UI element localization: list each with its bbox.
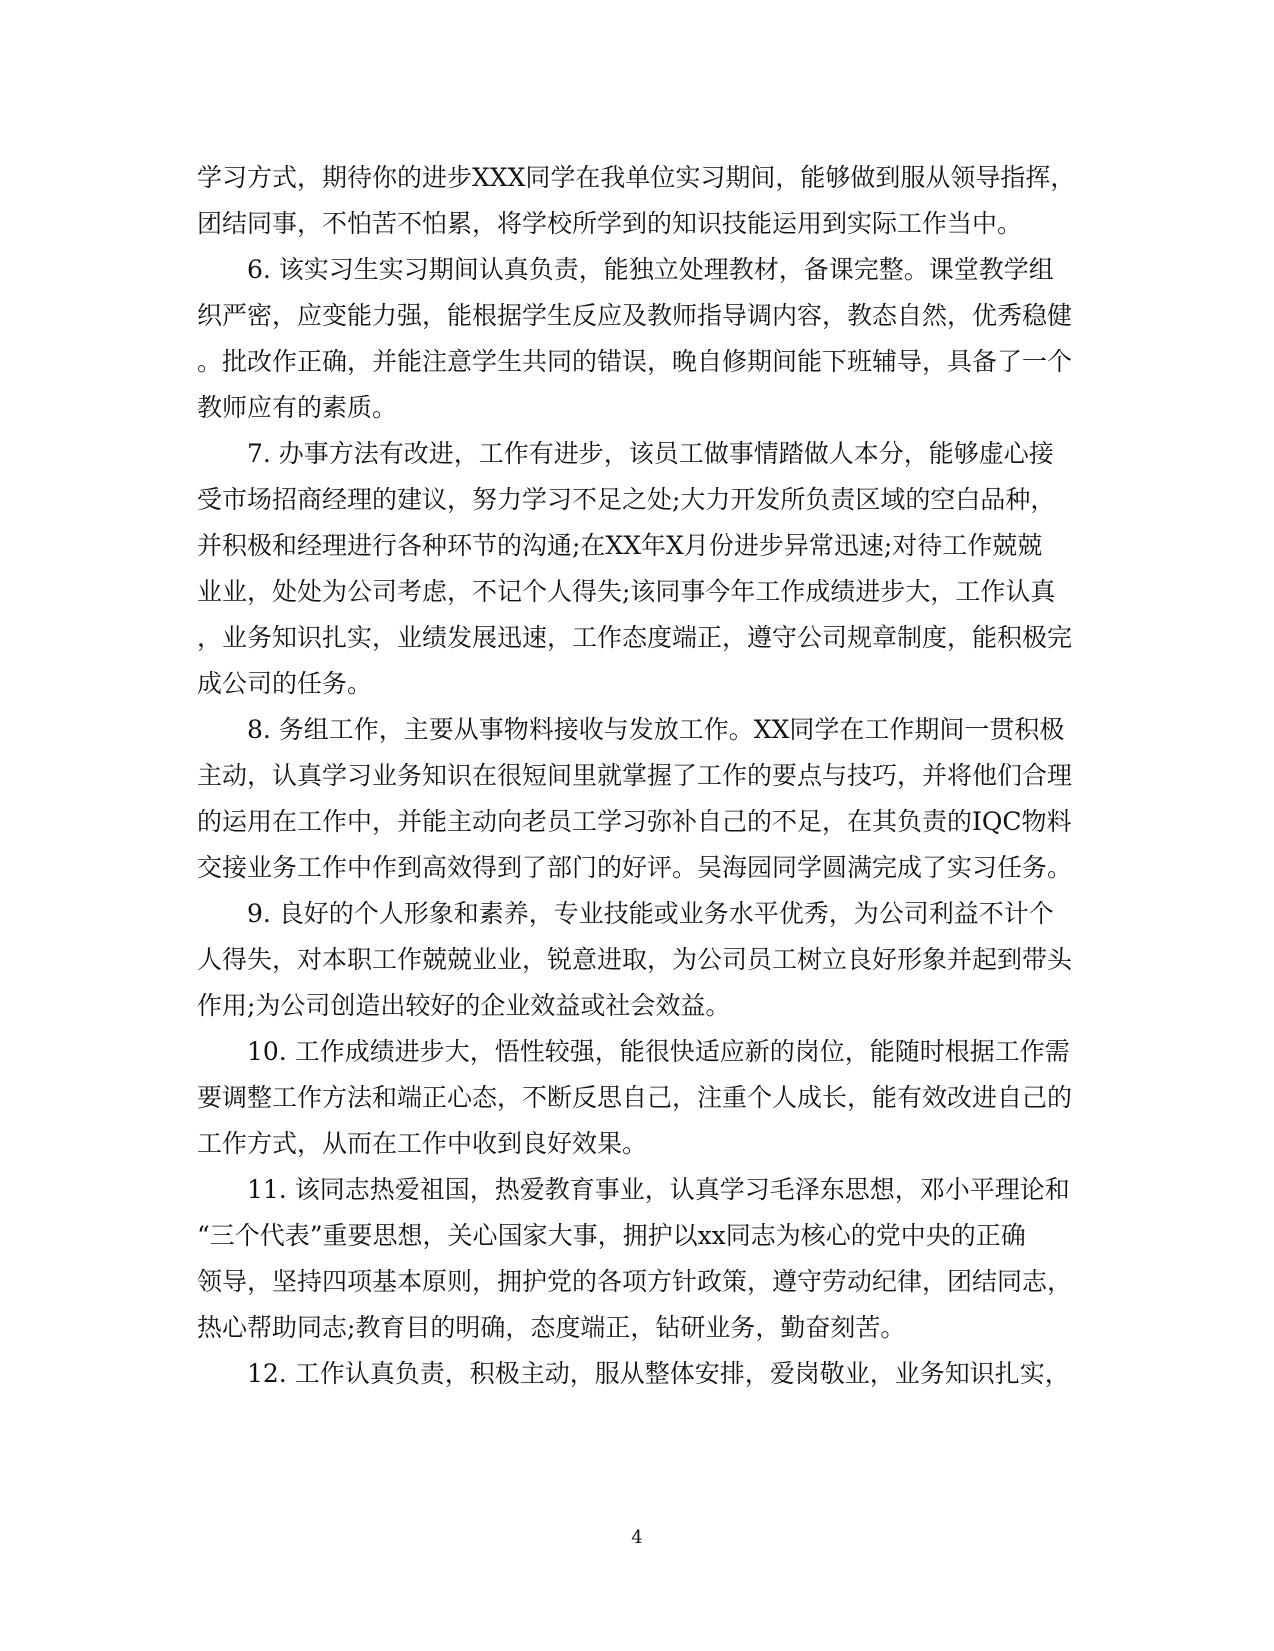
text-line: 要调整工作方法和端正心态，不断反思自己，注重个人成长，能有效改进自己的: [197, 1083, 1073, 1112]
paragraph-11-start: 11. 该同志热爱祖国，热爱教育事业，认真学习毛泽东思想，邓小平理论和: [247, 1175, 1070, 1204]
text-line: 领导，坚持四项基本原则，拥护党的各项方针政策，遵守劳动纪律，团结同志，: [197, 1267, 1073, 1296]
text-line: 并积极和经理进行各种环节的沟通;在XX年X月份进步异常迅速;对待工作兢兢: [197, 531, 1043, 560]
paragraph-10-start: 10. 工作成绩进步大，悟性较强，能很快适应新的岗位，能随时根据工作需: [247, 1037, 1070, 1066]
paragraph-6-start: 6. 该实习生实习期间认真负责，能独立处理教材，备课完整。课堂教学组: [247, 255, 1054, 284]
text-line: 的运用在工作中，并能主动向老员工学习弥补自己的不足，在其负责的IQC物料: [197, 807, 1072, 836]
text-line: 主动，认真学习业务知识在很短间里就掌握了工作的要点与技巧，并将他们合理: [197, 761, 1073, 790]
text-line: 工作方式，从而在工作中收到良好效果。: [197, 1129, 648, 1158]
text-line: 成公司的任务。: [197, 669, 373, 698]
text-line: 交接业务工作中作到高效得到了部门的好评。吴海园同学圆满完成了实习任务。: [197, 853, 1073, 882]
text-line: 教师应有的素质。: [197, 393, 398, 422]
text-line: 人得失，对本职工作兢兢业业，锐意进取，为公司员工树立良好形象并起到带头: [197, 945, 1073, 974]
text-line: 。批改作正确，并能注意学生共同的错误，晚自修期间能下班辅导，具备了一个: [197, 347, 1073, 376]
text-line: 团结同事，不怕苦不怕累，将学校所学到的知识技能运用到实际工作当中。: [197, 209, 1023, 238]
paragraph-8-start: 8. 务组工作，主要从事物料接收与发放工作。XX同学在工作期间一贯积极: [247, 715, 1065, 744]
text-line: 学习方式，期待你的进步XXX同学在我单位实习期间，能够做到服从领导指挥，: [197, 163, 1076, 192]
paragraph-12-start: 12. 工作认真负责，积极主动，服从整体安排，爱岗敬业，业务知识扎实，: [247, 1359, 1070, 1388]
text-line: 热心帮助同志;教育目的明确，态度端正，钻研业务，勤奋刻苦。: [197, 1313, 906, 1342]
paragraph-9-start: 9. 良好的个人形象和素养，专业技能或业务水平优秀，为公司利益不计个: [247, 899, 1054, 928]
page-number: 4: [631, 1527, 643, 1548]
paragraph-7-start: 7. 办事方法有改进，工作有进步，该员工做事情踏做人本分，能够虚心接: [247, 439, 1054, 468]
text-line: ，业务知识扎实，业绩发展迅速，工作态度端正，遵守公司规章制度，能积极完: [197, 623, 1073, 652]
text-line: “三个代表”重要思想，关心国家大事，拥护以xx同志为核心的党中央的正确: [197, 1221, 1026, 1250]
text-line: 业业，处处为公司考虑，不记个人得失;该同事今年工作成绩进步大，工作认真: [197, 577, 1056, 606]
text-line: 作用;为公司创造出较好的企业效益或社会效益。: [197, 991, 731, 1020]
text-line: 受市场招商经理的建议，努力学习不足之处;大力开发所负责区域的空白品种，: [197, 485, 1056, 514]
text-line: 织严密，应变能力强，能根据学生反应及教师指导调内容，教态自然，优秀稳健: [197, 301, 1073, 330]
